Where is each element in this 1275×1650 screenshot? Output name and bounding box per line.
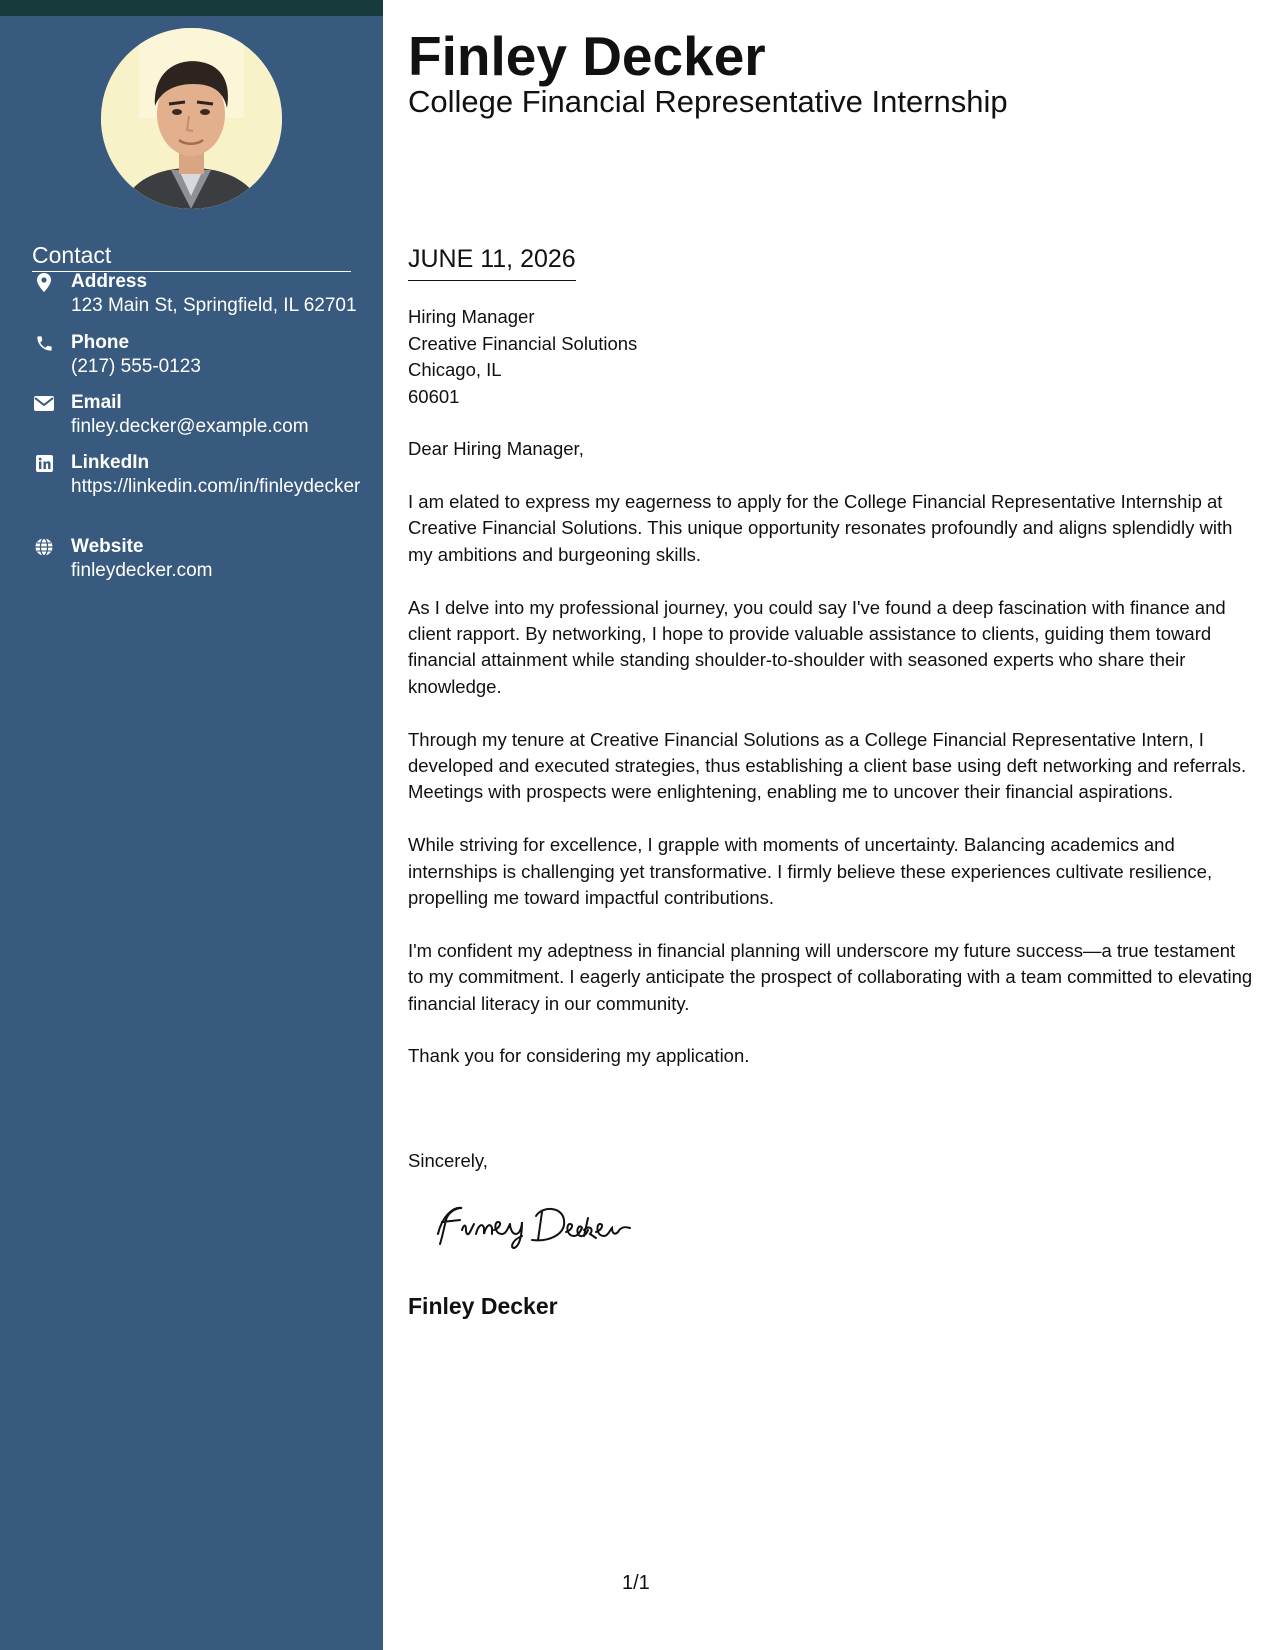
contact-value[interactable]: https://linkedin.com/in/finleydecker (71, 476, 361, 497)
contact-label: Address (71, 271, 148, 292)
sidebar (0, 16, 383, 1650)
contact-label: Website (71, 536, 144, 557)
contact-value[interactable]: finleydecker.com (71, 560, 213, 581)
handwritten-signature (432, 1194, 642, 1254)
body-paragraph: I'm confident my adeptness in financial planning will underscore my future success—a true testament to my commitment. I eagerly anticipate the prospect of collaborating with a team committed to elevating financial literacy in our community. (408, 939, 1253, 1014)
signer-name: Finley Decker (408, 1293, 558, 1319)
body-paragraph: While striving for excellence, I grapple with moments of uncertainty. Balancing academics and internships is challenging yet transformative. I firmly believe these experiences cultivate resilience, propelling me toward impactful contributions. (408, 834, 1213, 909)
contact-label: Phone (71, 332, 130, 353)
recipient-block (408, 304, 637, 410)
body-paragraph: Thank you for considering my application. (408, 1045, 750, 1067)
linkedin-icon (32, 453, 56, 473)
body-paragraph: Through my tenure at Creative Financial Solutions as a College Financial Representative Intern, I developed and executed strategies, thus establishing a client base using deft networking and referrals. Meetings with prospects were enlightening, enabling me to uncover their financial aspirations. (408, 728, 1247, 803)
globe-icon (32, 537, 56, 557)
applicant-name: Finley Decker (408, 25, 766, 87)
contact-value: (217) 555-0123 (71, 356, 201, 377)
profile-photo (101, 28, 282, 209)
job-title: College Financial Representative Internship (408, 84, 1008, 119)
contact-value[interactable]: finley.decker@example.com (71, 416, 309, 437)
recipient-line: Hiring Manager (408, 306, 535, 327)
letter-body (408, 489, 1253, 1096)
letter-date: JUNE 11, 2026 (408, 244, 576, 281)
contact-value: 123 Main St, Springfield, IL 62701 (71, 295, 357, 316)
contact-label: Email (71, 392, 122, 413)
contact-heading: Contact (32, 242, 351, 272)
contact-label: LinkedIn (71, 452, 150, 473)
body-paragraph: As I delve into my professional journey, you could say I've found a deep fascination with finance and client rapport. By networking, I hope to provide valuable assistance to clients, guiding them toward financial attainment while standing shoulder-to-shoulder with seasoned experts who share their knowledge. (408, 596, 1226, 697)
map-pin-icon (32, 272, 56, 292)
recipient-line: 60601 (408, 385, 460, 407)
top-accent-bar (0, 0, 383, 16)
envelope-icon (32, 393, 56, 413)
greeting: Dear Hiring Manager, (408, 438, 584, 459)
recipient-line: Chicago, IL (408, 359, 502, 380)
recipient-line: Creative Financial Solutions (408, 332, 638, 354)
body-paragraph: I am elated to express my eagerness to apply for the College Financial Representative Internship at Creative Financial Solutions. This unique opportunity resonates profoundly and aligns splendidly with my ambitions and burgeoning skills. (408, 491, 1233, 565)
phone-icon (32, 333, 56, 353)
portrait-illustration (101, 28, 282, 209)
closing: Sincerely, (408, 1150, 488, 1171)
page-number: 1/1 (622, 1572, 650, 1594)
